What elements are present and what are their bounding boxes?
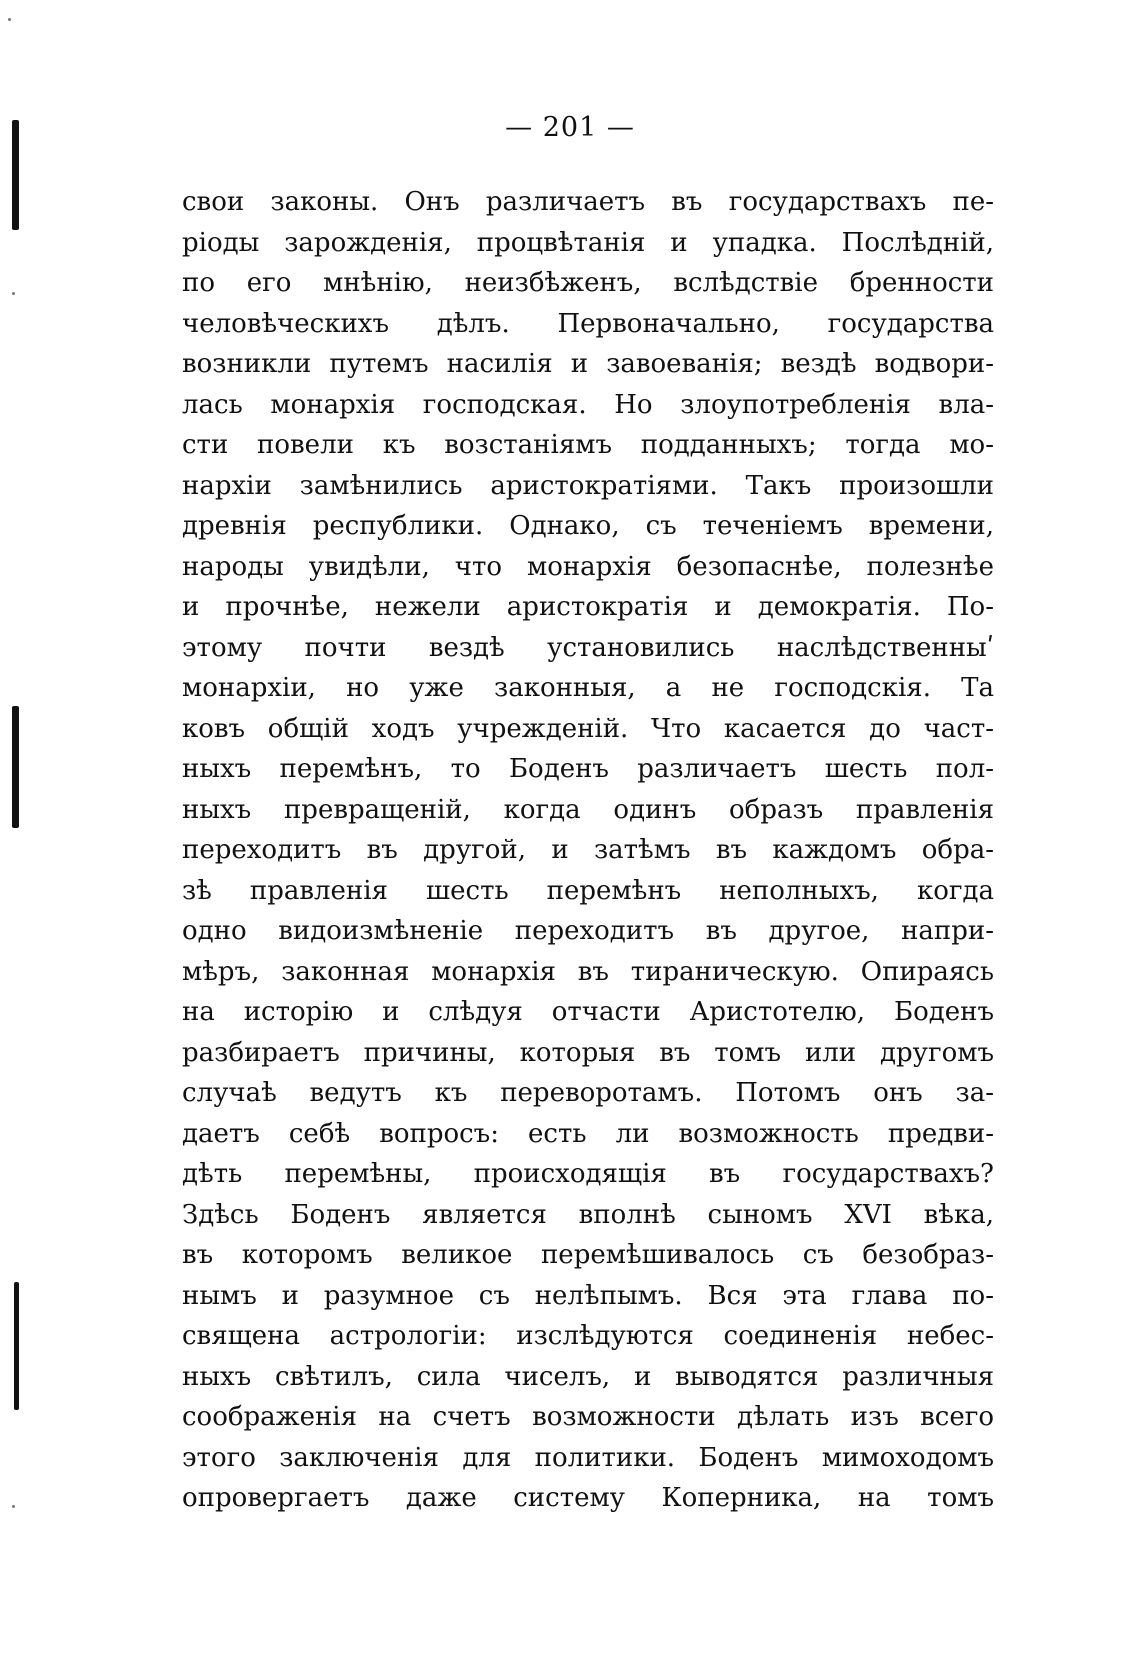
text-line: монархіи, но уже законныя, а не господскія. Та xyxy=(182,673,994,703)
text-line: ковъ общій ходъ учрежденій. Что касается до част- xyxy=(182,713,994,744)
text-line: лась монархія господская. Но злоупотребленія вла- xyxy=(182,389,994,420)
text-line: мѣръ, законная монархія въ тираническую. Опираясь xyxy=(182,956,994,987)
text-line: ріоды зарожденія, процвѣтанія и упадка. Послѣдній, xyxy=(182,227,994,258)
text-line: древнія республики. Однако, съ теченіемъ времени, xyxy=(182,511,994,541)
text-line: случаѣ ведутъ къ переворотамъ. Потомъ онъ за- xyxy=(182,1078,994,1108)
scan-speck xyxy=(12,292,15,295)
text-line: опровергаетъ даже систему Коперника, на томъ xyxy=(182,1483,994,1513)
text-line: этого заключенія для политики. Боденъ мимоходомъ xyxy=(182,1442,994,1473)
scan-speck xyxy=(12,1505,15,1508)
text-line: сти повели къ возстаніямъ подданныхъ; тогда мо- xyxy=(182,430,994,460)
text-line: разбираетъ причины, которыя въ томъ или другомъ xyxy=(182,1037,994,1068)
text-line: ныхъ превращеній, когда одинъ образъ правленія xyxy=(182,794,994,825)
text-line: народы увидѣли, что монархія безопаснѣе, полезнѣе xyxy=(182,551,994,582)
text-line: соображенія на счетъ возможности дѣлать изъ всего xyxy=(182,1402,994,1432)
text-line: одно видоизмѣненіе переходитъ въ другое, напри- xyxy=(182,916,994,946)
text-line: даетъ себѣ вопросъ: есть ли возможность предви- xyxy=(182,1118,994,1149)
text-line: нымъ и разумное съ нелѣпымъ. Вся эта глава по- xyxy=(182,1280,994,1311)
text-line: человѣческихъ дѣлъ. Первоначально, государства xyxy=(182,308,994,339)
page-number: — 201 — xyxy=(505,112,635,143)
body-text xyxy=(182,182,994,1519)
text-line: ныхъ свѣтилъ, сила чиселъ, и выводятся различныя xyxy=(182,1361,994,1392)
text-line: Здѣсь Боденъ является вполнѣ сыномъ XVI вѣка, xyxy=(182,1199,994,1230)
text-line: переходитъ въ другой, и затѣмъ въ каждомъ обра- xyxy=(182,835,994,865)
text-line: въ которомъ великое перемѣшивалось съ безобраз- xyxy=(182,1240,994,1270)
text-line: по его мнѣнію, неизбѣженъ, вслѣдствіе бренности xyxy=(182,268,994,298)
text-line: ныхъ перемѣнъ, то Боденъ различаетъ шесть пол- xyxy=(182,754,994,784)
text-line: и прочнѣе, нежели аристократія и демократія. По- xyxy=(182,592,994,622)
text-line: возникли путемъ насилія и завоеванія; вездѣ водвори- xyxy=(182,349,994,379)
text-line: нархіи замѣнились аристократіями. Такъ произошли xyxy=(182,470,994,501)
text-line: свои законы. Онъ различаетъ въ государствахъ пе- xyxy=(182,187,994,217)
scan-speck xyxy=(8,18,11,21)
text-line: священа астрологіи: изслѣдуются соединенія небес- xyxy=(182,1321,994,1351)
margin-mark xyxy=(14,1282,19,1410)
text-line: на исторію и слѣдуя отчасти Аристотелю, Боденъ xyxy=(182,997,994,1027)
text-line: зѣ правленія шесть перемѣнъ неполныхъ, когда xyxy=(182,875,994,906)
text-line: дѣть перемѣны, происходящія въ государствахъ? xyxy=(182,1159,994,1189)
margin-mark xyxy=(12,706,19,828)
text-line: этому почти вездѣ установились наслѣдственныʹ xyxy=(182,632,994,663)
